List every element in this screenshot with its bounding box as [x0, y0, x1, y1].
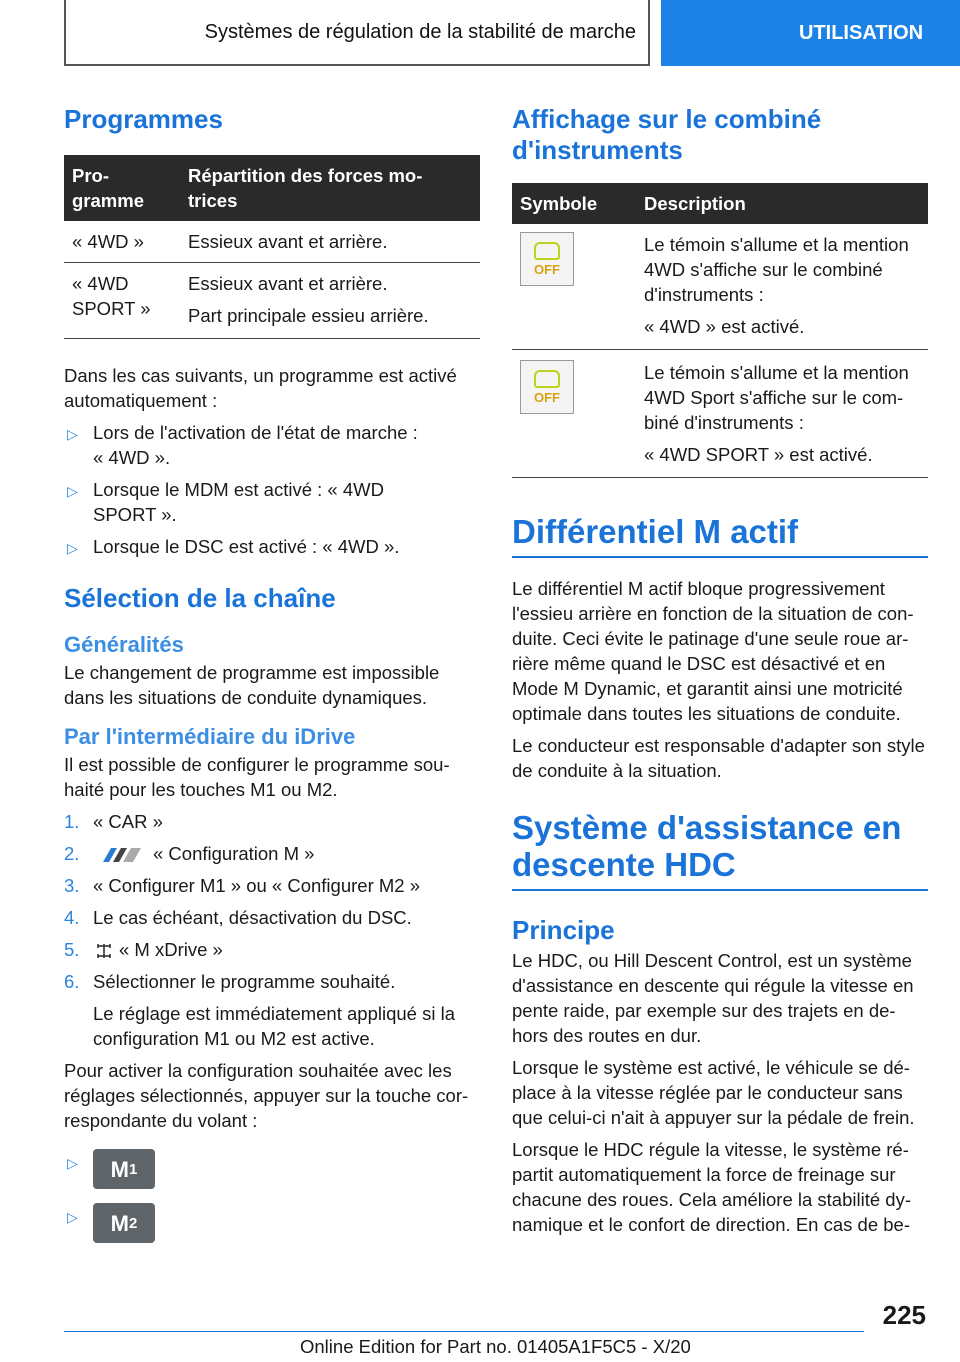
- table-cell-programme: « 4WD SPORT »: [64, 263, 180, 339]
- idrive-text: Il est possible de configurer le programme sou- haité pour les touches M1 ou M2.: [64, 754, 450, 800]
- triangle-bullet-icon: ▷: [67, 540, 78, 556]
- step-item: [64, 937, 480, 962]
- step-text: « Configuration M »: [153, 843, 315, 864]
- hdc-paragraph: Le HDC, ou Hill Descent Control, est un système d'assistance en descente qui régule la vitesse en pente raide, par exemple sur des trajets en de- hors des routes en dur.: [512, 950, 914, 1047]
- description-line: Le témoin s'allume et la mention 4WD s'affiche sur le combiné d'instruments :: [644, 234, 909, 305]
- step-number: 5.: [64, 939, 80, 960]
- step-number: 6.: [64, 971, 80, 992]
- diff-paragraph: Le différentiel M actif bloque progressivement l'essieu arrière en fonction de la situation de con- duite. Ceci évite le patinage d'une seule roue ar- rière même quand le DSC est désactivé et en Mode M Dynamic, et garantit ainsi une motricité optimale dans toutes les situations de conduite.: [512, 578, 914, 725]
- step-text: « M xDrive »: [119, 939, 223, 960]
- chapter-title: UTILISATION: [799, 21, 924, 44]
- left-column: [64, 104, 480, 1243]
- edition-footer: Online Edition for Part no. 01405A1F5C5 - X/20: [300, 1336, 691, 1357]
- step-item: [64, 969, 480, 994]
- triangle-bullet-icon: ▷: [67, 1209, 78, 1225]
- auto-activation-text: Dans les cas suivants, un programme est activé automatiquement :: [64, 365, 457, 411]
- table-row: [512, 224, 928, 350]
- step-text: « CAR »: [93, 811, 163, 832]
- table-cell-programme: « 4WD »: [64, 221, 180, 263]
- step-item: [64, 905, 480, 930]
- table-header-row: [64, 155, 480, 221]
- running-header: [64, 0, 650, 66]
- diff-paragraph: Le conducteur est responsable d'adapter son style de conduite à la situation.: [512, 735, 925, 782]
- step-text: Sélectionner le programme souhaité.: [93, 971, 396, 992]
- chapter-tab: [661, 0, 960, 66]
- diff-heading: Différentiel M actif: [512, 514, 928, 558]
- description-line: « 4WD » est activé.: [644, 316, 805, 337]
- hdc-paragraph: Lorsque le système est activé, le véhicule se dé- place à la vitesse réglée par le conducteur sans que celui-ci n'ait à appuyer sur la pédale de frein.: [512, 1057, 915, 1129]
- table-row: [512, 350, 928, 478]
- table-cell-distribution: Essieux avant et arrière.: [180, 221, 480, 263]
- list-item: [64, 534, 480, 561]
- table-row: [64, 221, 480, 263]
- table-cell-symbol: [512, 224, 636, 350]
- table-cell-symbol: [512, 350, 636, 478]
- hdc-heading: Système d'assistance en descente HDC: [512, 809, 928, 891]
- table-header-row: [512, 183, 928, 224]
- hdc-paragraph: Lorsque le HDC régule la vitesse, le système ré- partit automatiquement la force de freinage sur chacune des roues. Cela améliore la stabilité dy- namique et le confort de direction. En cas de be-: [512, 1139, 911, 1236]
- page-number: 225: [882, 1300, 926, 1330]
- description-line: Le témoin s'allume et la mention 4WD Sport s'affiche sur le com- biné d'instruments :: [644, 362, 909, 433]
- step-item: [64, 841, 480, 866]
- symbol-table: [512, 183, 928, 478]
- list-item: [64, 1149, 480, 1189]
- table-header-description: Description: [636, 183, 928, 224]
- step-note: Le réglage est immédiatement appliqué si la configuration M1 ou M2 est active.: [93, 1003, 455, 1049]
- step-item: [64, 809, 480, 834]
- triangle-bullet-icon: ▷: [67, 426, 78, 442]
- display-heading: Affichage sur le combiné d'instruments: [512, 104, 822, 165]
- idrive-heading: Par l'intermédiaire du iDrive: [64, 724, 356, 749]
- right-column: [512, 104, 928, 1237]
- description-line: « 4WD SPORT » est activé.: [644, 444, 873, 465]
- activate-text: Pour activer la configuration souhaitée avec les réglages sélectionnés, appuyer sur la touche cor- respondante du volant :: [64, 1060, 469, 1131]
- table-row: [64, 263, 480, 339]
- step-number: 1.: [64, 811, 80, 832]
- step-text: « Configurer M1 » ou « Configurer M2 »: [93, 875, 421, 896]
- step-number: 4.: [64, 907, 80, 928]
- programmes-heading: Programmes: [64, 104, 223, 134]
- footer-divider: [64, 1331, 864, 1332]
- list-item-text: Lors de l'activation de l'état de marche : « 4WD ».: [93, 422, 418, 468]
- 4wd-off-warning-icon: OFF: [520, 232, 574, 286]
- table-header-distribution: Répartition des forces mo- trices: [180, 155, 480, 221]
- list-item: [64, 420, 480, 470]
- principe-heading: Principe: [512, 915, 615, 946]
- list-item-text: Lorsque le DSC est activé : « 4WD ».: [93, 536, 400, 557]
- m1-button-icon: M 1: [93, 1149, 155, 1189]
- step-item: [64, 873, 480, 898]
- programmes-table: [64, 155, 480, 339]
- triangle-bullet-icon: ▷: [67, 483, 78, 499]
- list-item: [64, 1203, 480, 1243]
- generalites-heading: Généralités: [64, 632, 184, 657]
- list-item-text: Lorsque le MDM est activé : « 4WD SPORT ».: [93, 479, 384, 525]
- step-number: 2.: [64, 843, 80, 864]
- table-cell-distribution: [180, 263, 480, 339]
- step-text: Le cas échéant, désactivation du DSC.: [93, 907, 412, 928]
- 4wd-off-warning-icon: OFF: [520, 360, 574, 414]
- table-cell-description: [636, 350, 928, 478]
- distribution-line: Part principale essieu arrière.: [188, 305, 429, 326]
- table-header-programme: Pro- gramme: [64, 155, 180, 221]
- table-cell-description: [636, 224, 928, 350]
- table-header-symbol: Symbole: [512, 183, 636, 224]
- list-item: [64, 477, 480, 527]
- header-section-title: Systèmes de régulation de la stabilité de marche: [204, 20, 636, 43]
- triangle-bullet-icon: ▷: [67, 1155, 78, 1171]
- m2-button-icon: M 2: [93, 1203, 155, 1243]
- selection-heading: Sélection de la chaîne: [64, 583, 336, 613]
- step-number: 3.: [64, 875, 80, 896]
- generalites-text: Le changement de programme est impossible dans les situations de conduite dynamiques.: [64, 662, 440, 708]
- xdrive-icon: [95, 941, 113, 959]
- distribution-line: Essieux avant et arrière.: [188, 273, 388, 294]
- m-config-icon: [97, 845, 145, 863]
